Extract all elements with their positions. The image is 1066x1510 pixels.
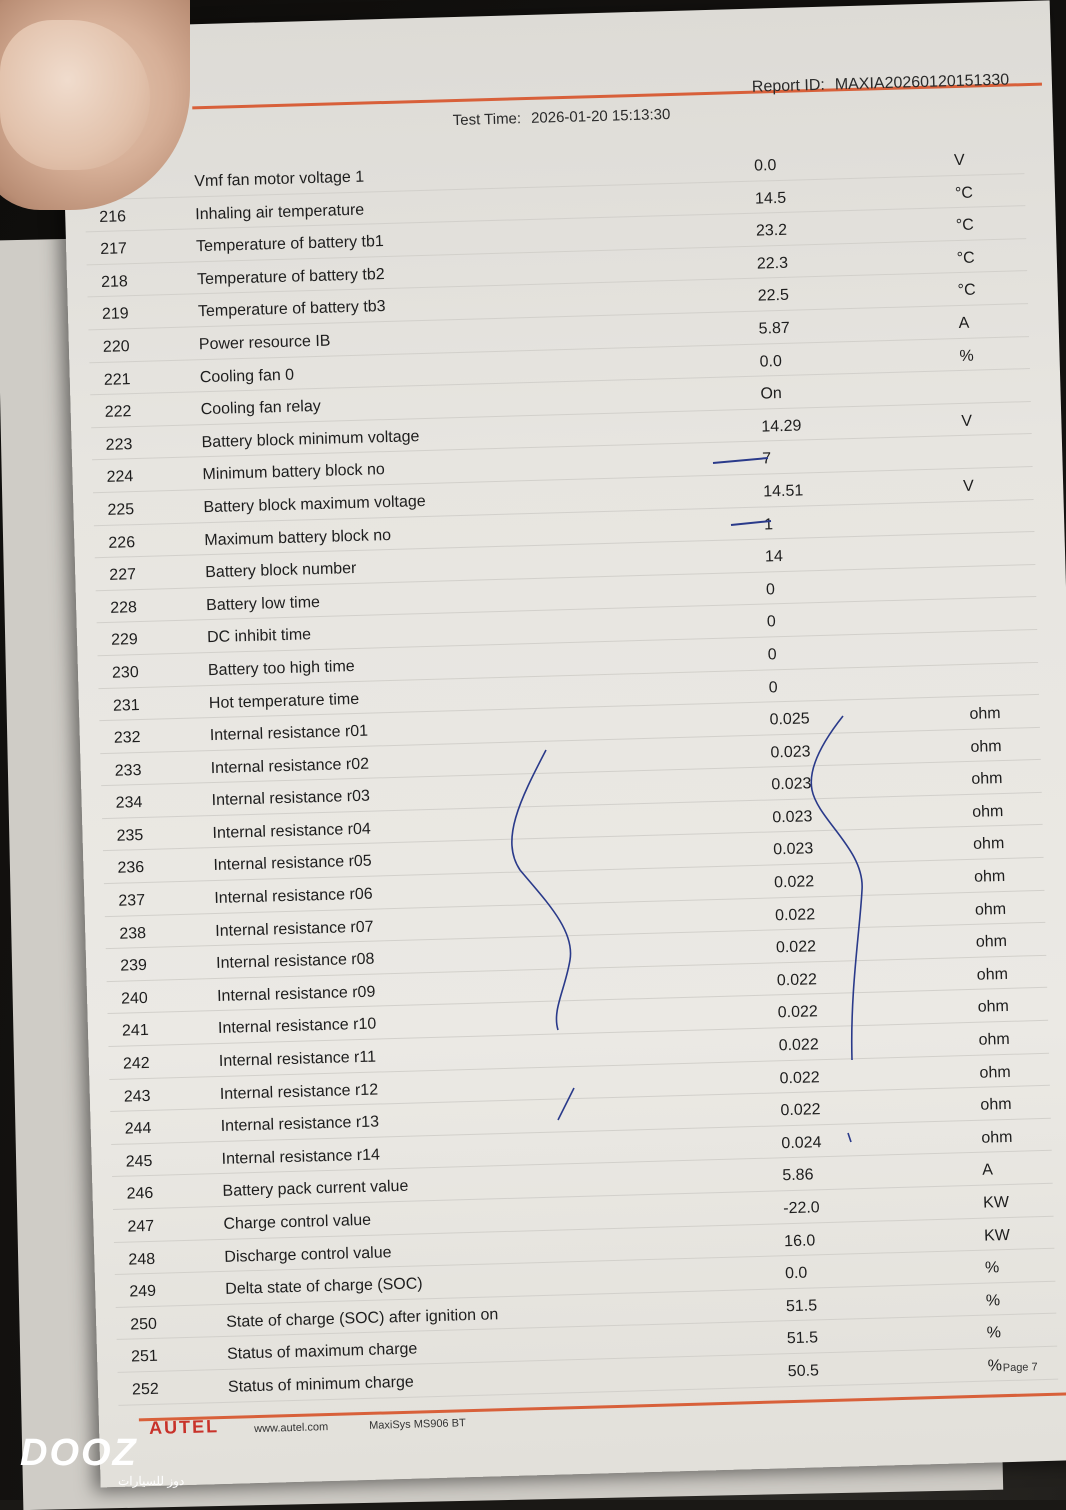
row-unit: ohm — [981, 1128, 1013, 1147]
row-value: On — [760, 385, 783, 403]
row-name: Battery block maximum voltage — [203, 492, 426, 517]
row-unit: V — [961, 412, 973, 430]
watermark-subtitle: دوز للسيارات — [118, 1474, 185, 1488]
row-value: 0 — [765, 580, 776, 599]
footer-model: MaxiSys MS906 BT — [368, 1417, 466, 1432]
row-number: 230 — [111, 663, 139, 682]
row-unit: % — [985, 1292, 1001, 1310]
row-value: 7 — [762, 450, 772, 468]
row-unit: % — [986, 1324, 1002, 1343]
row-number: 224 — [106, 468, 134, 487]
row-number: 217 — [99, 240, 128, 259]
row-number: 240 — [120, 989, 149, 1008]
row-value: 50.5 — [787, 1362, 820, 1381]
row-name: State of charge (SOC) after ignition on — [225, 1306, 499, 1331]
row-unit: ohm — [972, 802, 1004, 821]
row-name: Delta state of charge (SOC) — [225, 1275, 423, 1299]
row-value: -22.0 — [783, 1199, 820, 1218]
row-value: 0.022 — [779, 1068, 820, 1087]
row-number: 245 — [125, 1152, 153, 1171]
row-name: Status of maximum charge — [226, 1340, 418, 1364]
row-unit: ohm — [973, 868, 1006, 886]
row-name: Vmf fan motor voltage 1 — [194, 168, 365, 191]
row-number: 228 — [109, 598, 138, 617]
row-number: 244 — [124, 1120, 152, 1138]
row-value: 14.51 — [762, 482, 804, 501]
row-name: Temperature of battery tb3 — [197, 298, 386, 321]
row-number: 232 — [113, 729, 141, 747]
row-number: 229 — [110, 631, 139, 650]
row-name: Internal resistance r12 — [219, 1081, 379, 1103]
row-name: Status of minimum charge — [227, 1373, 415, 1396]
row-unit: % — [987, 1357, 1003, 1375]
test-time-value: 2026-01-20 15:13:30 — [530, 105, 671, 127]
row-unit: ohm — [977, 998, 1010, 1017]
row-number: 241 — [121, 1022, 149, 1041]
row-number: 238 — [119, 924, 147, 943]
row-value: 0.023 — [773, 840, 814, 859]
row-name: Internal resistance r10 — [217, 1015, 377, 1038]
row-name: Temperature of battery tb1 — [195, 233, 384, 256]
row-value: 0.022 — [773, 873, 815, 892]
row-number: 227 — [109, 566, 137, 584]
row-name: Battery block number — [205, 560, 357, 582]
row-number: 251 — [130, 1348, 159, 1366]
report-id-value: MAXIA20260120151330 — [834, 71, 1010, 94]
row-value: 51.5 — [785, 1297, 818, 1316]
row-number: 247 — [127, 1217, 155, 1236]
row-number: 250 — [129, 1315, 158, 1334]
row-value: 0.023 — [770, 743, 811, 762]
row-number: 222 — [104, 403, 132, 422]
row-value: 0.0 — [784, 1264, 808, 1283]
row-name: Battery block minimum voltage — [201, 427, 420, 451]
row-name: Cooling fan 0 — [199, 366, 295, 386]
row-unit: °C — [957, 281, 976, 300]
row-unit: ohm — [975, 933, 1008, 952]
row-number: 218 — [100, 272, 129, 291]
row-value: 0.022 — [777, 1003, 819, 1022]
row-number: 234 — [115, 794, 143, 813]
row-value: 0.022 — [780, 1101, 821, 1120]
row-name: Internal resistance r13 — [220, 1113, 380, 1136]
row-number: 231 — [112, 696, 140, 715]
row-unit: ohm — [974, 900, 1007, 919]
row-value: 0 — [768, 678, 778, 696]
row-unit: A — [982, 1161, 994, 1180]
row-name: Battery too high time — [207, 657, 355, 680]
row-number: 223 — [105, 435, 133, 454]
row-number: 225 — [107, 501, 135, 519]
row-unit: A — [958, 314, 970, 332]
row-unit: ohm — [976, 965, 1009, 984]
row-unit: °C — [956, 249, 975, 267]
row-number: 246 — [126, 1185, 154, 1203]
row-value: 22.3 — [756, 254, 789, 273]
watermark-logo: DOOZ — [20, 1432, 138, 1474]
report-id-label: Report ID: — [751, 76, 826, 96]
row-value: 14.5 — [754, 189, 787, 208]
row-value: 0 — [766, 613, 777, 631]
row-unit: °C — [955, 216, 975, 235]
row-unit: ohm — [980, 1096, 1012, 1114]
row-unit: ohm — [972, 835, 1005, 854]
row-unit: ohm — [971, 770, 1003, 789]
row-value: 14 — [764, 548, 784, 566]
row-name: Internal resistance r01 — [209, 722, 369, 745]
row-name: Temperature of battery tb2 — [196, 265, 385, 289]
row-value: 0.022 — [776, 971, 818, 990]
row-number: 237 — [118, 892, 146, 910]
row-unit: ohm — [978, 1030, 1010, 1049]
test-time-label: Test Time: — [452, 110, 522, 130]
row-unit: V — [953, 151, 965, 170]
row-unit: °C — [954, 184, 974, 202]
row-unit: ohm — [979, 1063, 1011, 1082]
row-name: Battery low time — [205, 593, 321, 614]
row-number: 242 — [122, 1054, 150, 1073]
row-value: 1 — [763, 515, 774, 534]
row-value: 5.86 — [782, 1166, 814, 1185]
thumbnail — [0, 20, 150, 170]
row-name: Power resource IB — [198, 332, 331, 354]
row-number: 239 — [119, 957, 148, 975]
row-name: Internal resistance r06 — [214, 885, 373, 908]
report-page — [60, 0, 1066, 1487]
row-name: Internal resistance r02 — [210, 755, 370, 777]
row-value: 0.022 — [778, 1036, 819, 1055]
row-unit: V — [962, 477, 975, 495]
row-name: Inhaling air temperature — [195, 201, 365, 223]
row-unit: ohm — [970, 737, 1002, 756]
autel-logo: AUTEL — [148, 1416, 220, 1439]
row-value: 0 — [767, 646, 777, 664]
row-value: 5.87 — [758, 319, 791, 338]
row-number: 235 — [116, 826, 144, 845]
row-name: Internal resistance r05 — [213, 853, 372, 875]
row-value: 14.29 — [761, 417, 802, 436]
row-name: Internal resistance r11 — [218, 1048, 377, 1070]
row-number: 216 — [99, 207, 127, 226]
row-number: 248 — [128, 1250, 156, 1269]
row-value: 0.0 — [759, 352, 783, 371]
row-value: 0.023 — [771, 775, 812, 794]
row-unit: % — [959, 347, 974, 365]
report-id — [752, 72, 1010, 97]
row-name: Charge control value — [223, 1211, 372, 1233]
row-name: Hot temperature time — [208, 690, 360, 712]
row-name: Cooling fan relay — [200, 398, 321, 419]
row-number: 220 — [102, 338, 130, 356]
row-name: Internal resistance r03 — [211, 787, 371, 810]
row-value: 0.023 — [772, 808, 813, 827]
row-number: 249 — [129, 1283, 157, 1301]
row-value: 0.0 — [753, 157, 777, 175]
row-number: 221 — [103, 370, 131, 389]
row-value: 22.5 — [757, 287, 790, 305]
row-number: 236 — [117, 859, 145, 878]
row-unit: ohm — [969, 705, 1001, 723]
row-name: Internal resistance r14 — [221, 1146, 381, 1168]
row-name: DC inhibit time — [206, 626, 312, 647]
footer-website: www.autel.com — [254, 1421, 329, 1436]
row-name: Discharge control value — [224, 1243, 392, 1266]
page-number: Page 7 — [1002, 1361, 1038, 1375]
row-name: Maximum battery block no — [204, 526, 392, 549]
row-value: 0.022 — [775, 938, 817, 957]
row-unit: % — [984, 1259, 1000, 1277]
row-number: 233 — [114, 761, 142, 780]
row-value: 0.022 — [774, 905, 816, 925]
data-table — [84, 141, 1058, 1405]
row-number: 219 — [101, 305, 129, 324]
row-value: 23.2 — [755, 221, 788, 240]
row-value: 0.025 — [769, 710, 810, 729]
row-name: Internal resistance r04 — [212, 820, 372, 842]
row-number: 226 — [108, 533, 136, 552]
row-value: 51.5 — [786, 1329, 819, 1348]
row-value: 16.0 — [783, 1231, 816, 1250]
row-unit: KW — [982, 1193, 1010, 1212]
row-number: 243 — [123, 1087, 151, 1106]
test-time — [453, 106, 671, 129]
row-unit: KW — [983, 1226, 1011, 1245]
row-value: 0.024 — [781, 1133, 822, 1153]
row-name: Minimum battery block no — [202, 461, 386, 484]
row-name: Internal resistance r09 — [216, 983, 376, 1005]
row-number: 252 — [131, 1380, 159, 1399]
row-name: Internal resistance r07 — [215, 918, 374, 940]
row-name: Battery pack current value — [222, 1178, 409, 1201]
row-name: Internal resistance r08 — [215, 950, 375, 973]
